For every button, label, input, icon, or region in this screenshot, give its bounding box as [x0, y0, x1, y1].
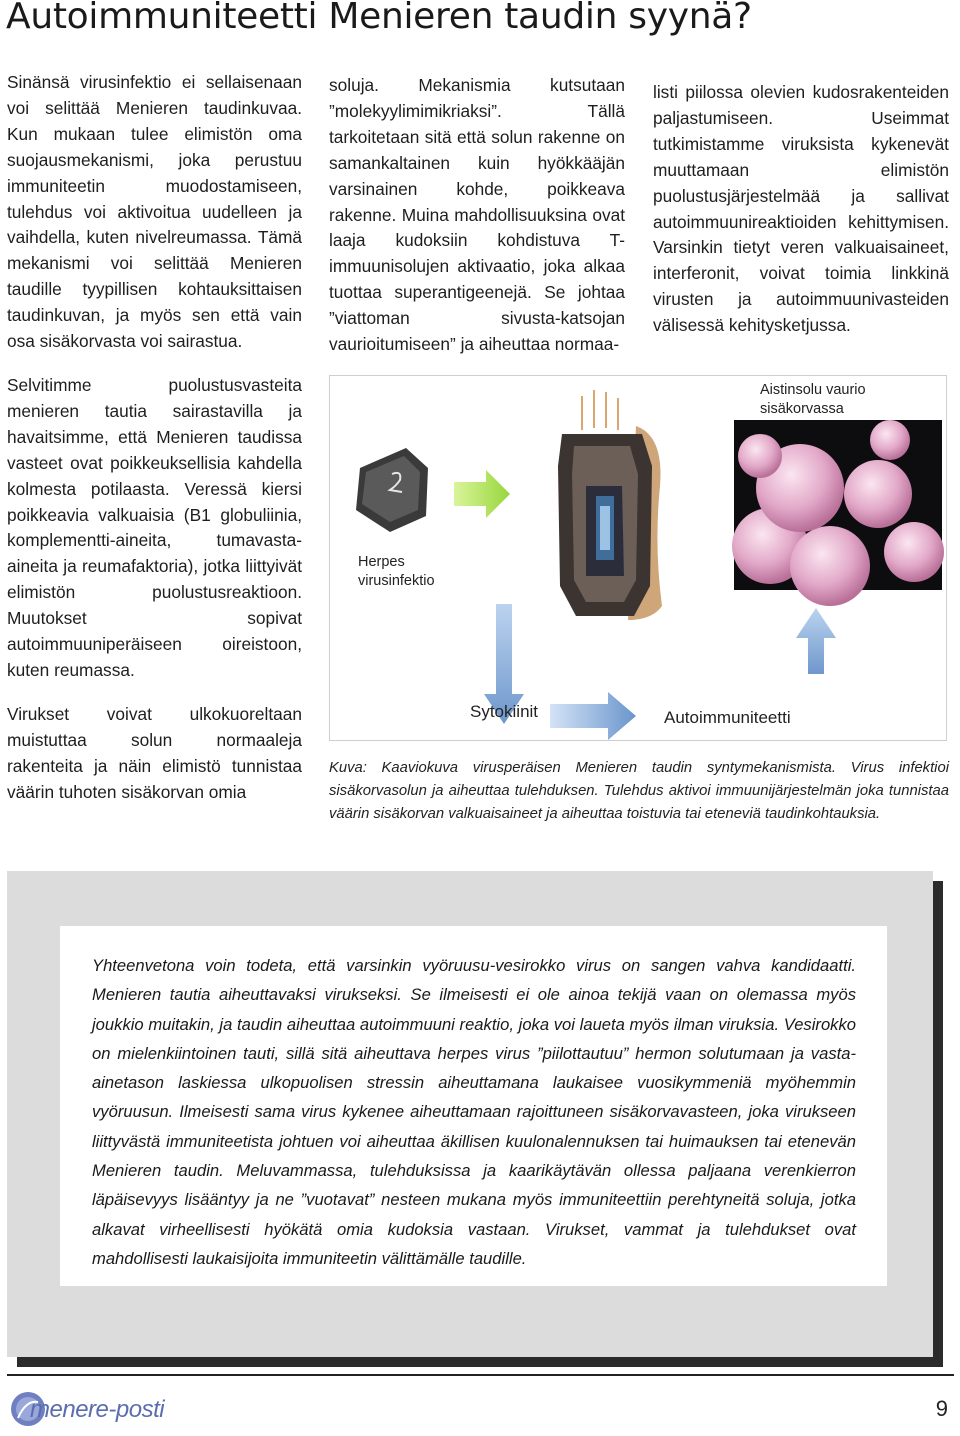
- label-autoimmunity: Autoimmuniteetti: [664, 708, 791, 727]
- paragraph: Sinänsä virusinfektio ei sellaisenaan voi selittää Menieren taudinkuvaa. Kun mukaan tulee elimistön oma suojausmekanismi, joka perustuu immuniteetin muodostamiseen, tulehdus voi aktivoitua uudelleen ja vaihdella, kuten nivelreumassa. Tämä mekanismi voi selittää Menieren taudille tyypillisen kohtauksittaisen taudinkuvan, ja myös sen että vain osa sisäkorvasta voi sairastua.: [7, 72, 302, 352]
- label-line: virusinfektio: [358, 573, 435, 589]
- footer-divider: [7, 1374, 954, 1376]
- label-line: sisäkorvassa: [760, 401, 844, 417]
- label-line: Aistinsolu vaurio: [760, 382, 866, 398]
- page-title: Autoimmuniteetti Menieren taudin syynä?: [6, 0, 752, 37]
- herpes-virus-icon: [356, 448, 428, 532]
- text-column-2: [329, 73, 625, 376]
- label-cell-damage: [760, 381, 866, 419]
- paragraph: listi piilossa olevien kudosrakenteiden paljastumiseen. Useimmat tutkimistamme viruksista kykenevät muuttamaan elimistön puolustusjärjestelmää ja sallivat autoimmuunireaktioiden kehittymisen. Varsinkin tietyt veren valkuaisaineet, interferonit, voivat toimia linkkinä virusten ja autoimmuunivasteiden välisessä kehitysketjussa.: [653, 82, 949, 336]
- damaged-cells-image: [732, 420, 944, 606]
- logo-text: menere-posti: [30, 1396, 165, 1423]
- label-herpes: [358, 553, 435, 591]
- green-arrow-icon: [454, 470, 510, 518]
- figure-caption: Kuva: Kaaviokuva virusperäisen Menieren taudin syntymekanismista. Virus infektioi sisäkorvasolun ja aiheuttaa tulehduksen. Tulehdus aktivoi immuunijärjestelmän joka tunnistaa väärin sisäkorvan valkuaisaineet ja aiheuttaa toistuvia tai eteneviä taudinkohtauksia.: [329, 760, 949, 822]
- paragraph: Selvitimme puolustusvasteita menieren tautia sairastavilla ja havaitsimme, että Menieren taudissa vasteet ovat poikkeuksellisia kahdella kolmesta potilaasta. Veressä kiersi poikkeavia valkuaisia (B1 globuliinia, komplementti-aineita, tumavasta-aineita ja reumafaktoria), jotka liittyivät elimistön puolustusreaktioon. Muutokset sopivat autoimmuuniperäiseen oireistoon, kuten reumassa.: [7, 374, 302, 680]
- text-column-3: [653, 80, 949, 357]
- sensory-cell-icon: [558, 390, 662, 620]
- paragraph: Virukset voivat ulkokuoreltaan muistuttaa solun normaaleja rakenteita ja näin elimistö tunnistaa väärin tuhoten sisäkorvan omia: [7, 703, 302, 802]
- page-number: 9: [935, 1396, 948, 1421]
- arrow-right-icon: [550, 692, 636, 740]
- paragraph: soluja. Mekanismia kutsutaan ”molekyylimimikriaksi”. Tällä tarkoitetaan sitä että solun rakenne on samankaltainen kuin hyökkääjän varsinainen kohde, poikkeava rakenne. Muina mahdollisuuksina ovat laaja kudoksiin kohdistuva T-immuunisolujen aktivaatio, joka alkaa tuottaa superantigeenejä. Se johtaa ”viattoman sivusta-katsojan vaurioitumiseen” ja aiheuttaa normaa-: [329, 75, 625, 355]
- mechanism-diagram: [329, 375, 947, 741]
- label-line: Herpes: [358, 554, 405, 570]
- text-column-1: [7, 70, 302, 823]
- arrow-up-icon: [796, 608, 836, 674]
- label-cytokines: Sytokiinit: [470, 702, 539, 721]
- summary-text: Yhteenvetona voin todeta, että varsinkin vyöruusu-vesirokko virus on sangen vahva kandidaatti. Menieren tautia aiheuttavaksi virukseksi. Se ilmeisesti ei ole ainoa tekijä vaan on olemassa myös joukkio muitakin, ja taudin aiheuttaa autoimmuuni reaktio, joka voi laueta myös ilman viruksia. Vesirokko on mielenkiintoinen tauti, sillä sitä aiheuttava herpes virus ”piilottautuu” hermon solutumaan ja vasta-ainetason laskiessa ulkopuolisen stressin aiheuttamana laukaisee vuosikymmeniä myöhemmin vyöruusun. Ilmeisesti sama virus kykenee aiheuttamaan rajoittuneen sisäkorvavasteen, joka virukseen liittyvästä immuniteetista johtuen voi aiheuttaa äkillisen kuulonalennuksen tai huimauksen tai etenevän Menieren taudin. Meluvammassa, tulehduksissa ja kaarikäytävän ollessa paljaana verenkierron läpäisevyys lisääntyy ja ne ”vuotavat” nesteen mukana myös immuniteettiin perehtyneitä soluja, jotka alkavat virheellisesti hyökätä omia kudoksia vastaan. Virukset, vammat ja tulehdukset ovat mahdollisesti laukaisijoita immuniteetin välittämälle taudille.: [92, 956, 856, 1268]
